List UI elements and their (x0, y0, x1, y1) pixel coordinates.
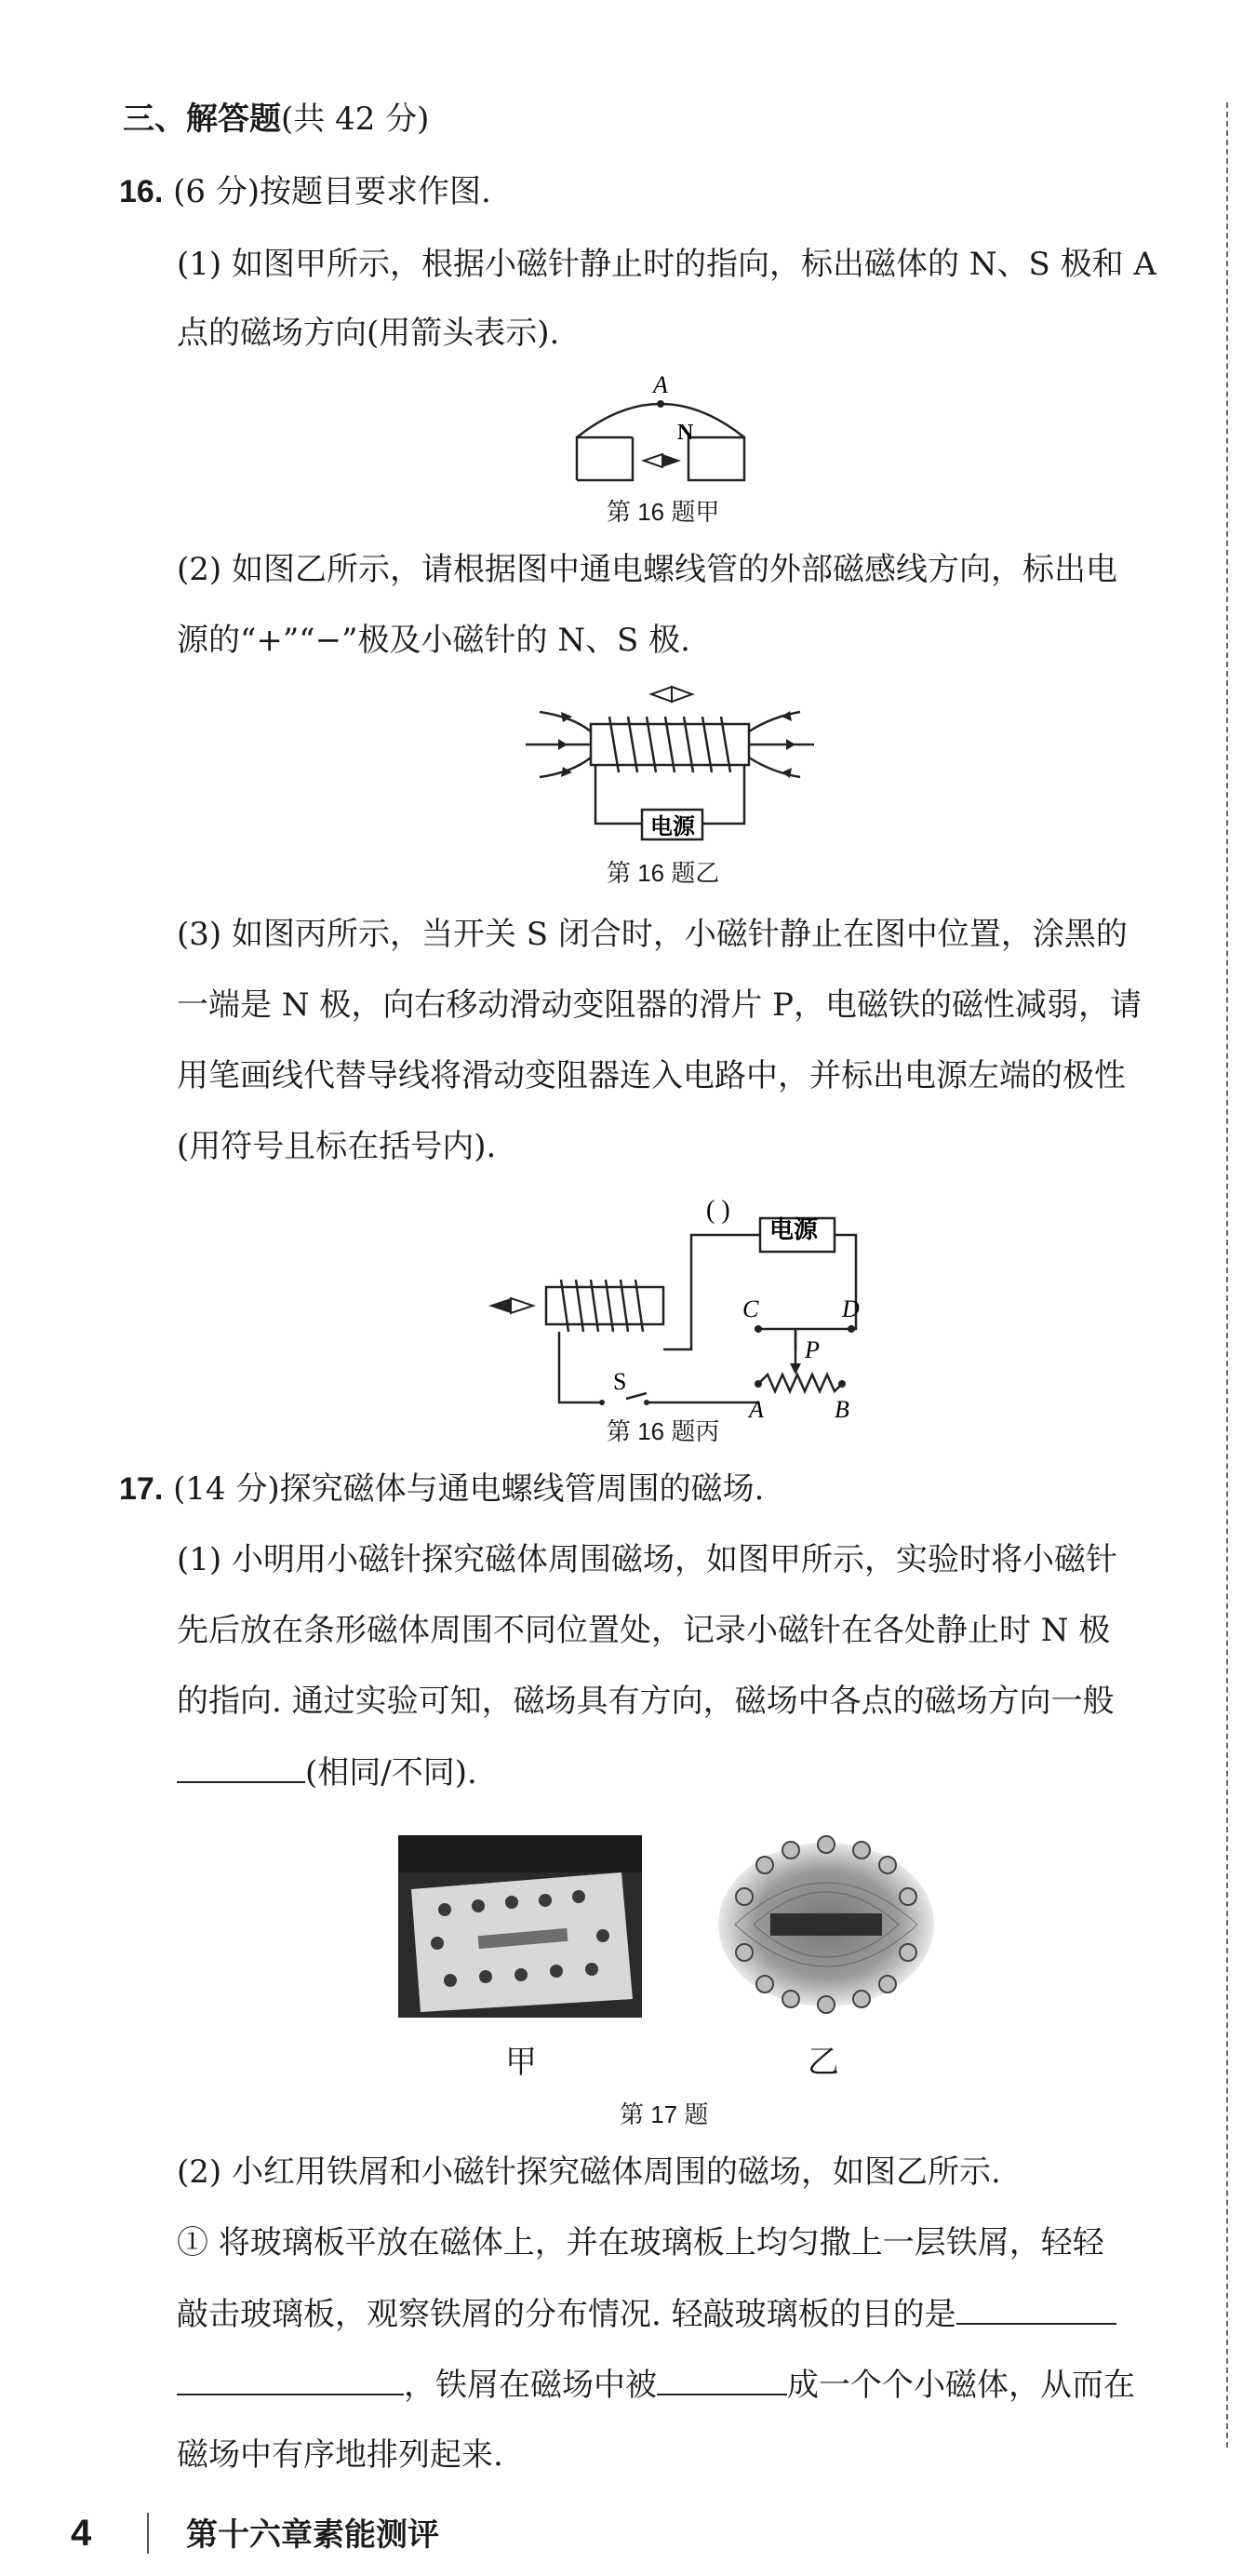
q17-intro-line (119, 1470, 765, 1508)
switch-pivot (599, 1400, 605, 1405)
fig16c-caption: 第 16 题丙 (607, 1417, 720, 1445)
q17-p1-line4 (177, 1753, 477, 1791)
label-b-rheostat: B (835, 1396, 849, 1423)
terminal-a (755, 1380, 762, 1388)
rheostat-top-bar (795, 1329, 851, 1354)
q16-p1-line2: 点的磁场方向(用箭头表示). (177, 315, 560, 352)
power-source-label: 电源 (650, 815, 695, 839)
section-title-text: 三、解答题 (123, 101, 281, 138)
point-a-dot (657, 400, 664, 408)
answer-blank-2[interactable] (956, 2295, 1116, 2325)
photo-b-label: 乙 (808, 2044, 839, 2081)
magnet-right-arm (688, 437, 744, 480)
q16-p2-line2: 源的“+”“−”极及小磁针的 N、S 极. (177, 622, 690, 659)
wire-switch-loop (559, 1332, 758, 1402)
source-c-label-box (760, 1210, 862, 1247)
source-polarity-paren: ( ) (706, 1196, 730, 1225)
fig16b-caption: 第 16 题乙 (607, 859, 720, 887)
q17-p1-line4-text: (相同/不同). (305, 1754, 477, 1791)
magnet-left-arm (577, 437, 633, 480)
q17-p1-line1: (1) 小明用小磁针探究磁体周围磁场，如图甲所示，实验时将小磁针 (177, 1541, 1117, 1578)
answer-blank-4[interactable] (657, 2366, 787, 2395)
q17-p2-s1-line3 (177, 2366, 1135, 2404)
q16-p3-line2: 一端是 N 极，向右移动滑动变阻器的滑片 P，电磁铁的磁性减弱，请 (177, 986, 1142, 1024)
small-compass-needle-c (488, 1298, 533, 1313)
arrow-right-top (782, 711, 792, 721)
small-compass-needle-b (651, 687, 692, 702)
label-s: S (613, 1368, 627, 1395)
q16-intro-line (119, 173, 491, 210)
q17-p1-line2: 先后放在条形磁体周围不同位置处，记录小磁针在各处静止时 N 极 (177, 1612, 1111, 1649)
q17-p2-s1-line1: ① 将玻璃板平放在磁体上，并在玻璃板上均匀撒上一层铁屑，轻轻 (177, 2224, 1104, 2261)
q16-number: 16. (119, 174, 164, 209)
fig16a-caption: 第 16 题甲 (607, 498, 720, 526)
label-n: N (677, 421, 694, 445)
arrow-left-axis (558, 739, 568, 750)
source-c-label: 电源 (769, 1216, 819, 1243)
photo-caption: 第 17 题 (620, 2100, 709, 2128)
photo-17b (716, 1822, 936, 2027)
q16-p3-line1: (3) 如图丙所示，当开关 S 闭合时，小磁针静止在图中位置，涂黑的 (177, 916, 1128, 953)
q17-intro: (14 分)探究磁体与通电螺线管周围的磁场. (173, 1470, 765, 1508)
q16-p3-line3: 用笔画线代替导线将滑动变阻器连入电路中，并标出电源左端的极性 (177, 1057, 1126, 1094)
q16-p3-line4: (用符号且标在括号内). (177, 1128, 497, 1165)
q17-p2-line1: (2) 小红用铁屑和小磁针探究磁体周围的磁场，如图乙所示. (177, 2153, 1001, 2191)
footer-divider (147, 2513, 149, 2554)
wire-source-to-coil (663, 1235, 760, 1349)
slider-arrow (790, 1363, 801, 1375)
answer-blank-3[interactable] (177, 2366, 404, 2395)
answer-blank-1[interactable] (177, 1753, 305, 1783)
q17-p2-s1-line3a: ，铁屑在磁场中被 (404, 2367, 657, 2404)
label-d: D (842, 1295, 860, 1322)
chapter-title: 第十六章素能测评 (186, 2517, 439, 2553)
small-compass-needle (644, 454, 681, 467)
rheostat-resistor (758, 1375, 842, 1391)
arrow-right-bottom (782, 768, 792, 778)
terminal-b (838, 1380, 846, 1388)
page-margin-line (1226, 102, 1228, 2448)
q17-number: 17. (119, 1471, 164, 1507)
label-p: P (805, 1336, 820, 1363)
section-title (123, 101, 429, 138)
section-note: (共 42 分) (281, 101, 430, 138)
label-c: C (742, 1295, 759, 1322)
terminal-d (848, 1325, 855, 1333)
q17-p2-s1-line3b: 成一个个小磁体，从而在 (787, 2367, 1135, 2404)
label-a: A (653, 372, 668, 398)
bar-magnet-b (770, 1913, 882, 1936)
q16-p1-line1: (1) 如图甲所示，根据小磁针静止时的指向，标出磁体的 N、S 极和 A (177, 246, 1156, 283)
q17-p2-s1-line4: 磁场中有序地排列起来. (177, 2436, 503, 2474)
switch-contact (644, 1400, 649, 1405)
photo-a-label: 甲 (505, 2044, 537, 2081)
page-number: 4 (71, 2513, 92, 2554)
q17-p2-s1-line2 (177, 2295, 1116, 2333)
q16-p2-line1: (2) 如图乙所示，请根据图中通电螺线管的外部磁感线方向，标出电 (177, 551, 1117, 588)
q17-p1-line3: 的指向. 通过实验可知，磁场具有方向，磁场中各点的磁场方向一般 (177, 1683, 1115, 1720)
field-arc (577, 404, 744, 437)
arrow-right-axis (786, 739, 795, 750)
figure-16b (516, 679, 823, 865)
q16-intro: (6 分)按题目要求作图. (173, 173, 491, 210)
label-a-rheostat: A (749, 1396, 764, 1423)
magnet-left-base (577, 437, 633, 480)
photo-17a (398, 1835, 642, 2018)
q17-p2-s1-line2-text: 敲击玻璃板，观察铁屑的分布情况. 轻敲玻璃板的目的是 (177, 2296, 956, 2333)
